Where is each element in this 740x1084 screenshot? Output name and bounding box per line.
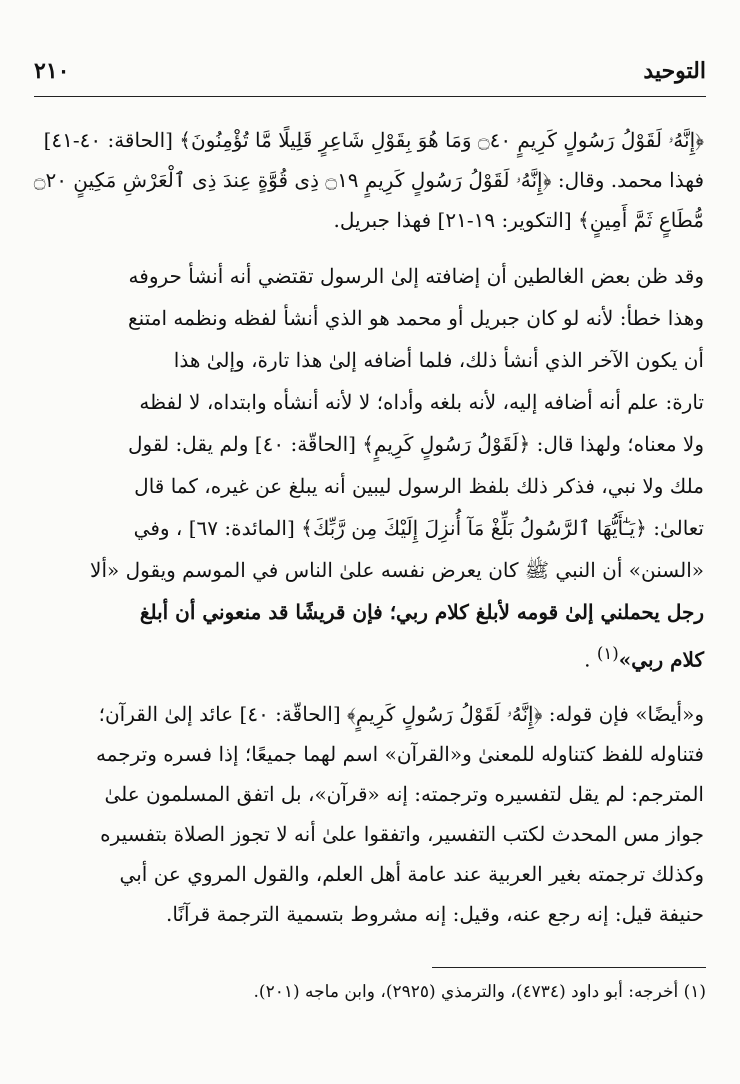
text-line: و«أيضًا» فإن قوله: ﴿إِنَّهُۥ لَقَوْلُ رَسُولٍ كَرِيمٍ﴾ [الحاقّة: ٤٠] عائد إلىٰ القرآن؛ bbox=[98, 702, 704, 726]
footnote-separator bbox=[432, 967, 706, 968]
page-number: ٢١٠ bbox=[34, 58, 70, 84]
header-rule bbox=[34, 96, 706, 97]
text-line: وكذلك ترجمته بغير العربية عند عامة أهل العلم، والقول المروي عن أبي bbox=[119, 862, 704, 886]
text-line: تارة: علم أنه أضافه إليه، لأنه بلغه وأداه؛ لا لأنه أنشأه وابتداه، لا لفظه bbox=[139, 390, 704, 414]
text-line: جواز مس المحدث لكتب التفسير، واتفقوا علىٰ أنه لا تجوز الصلاة بتفسيره bbox=[100, 822, 704, 846]
footnote: (١) أخرجه: أبو داود (٤٧٣٤)، والترمذي (٢٩٢٥)، وابن ماجه (٢٠١). bbox=[253, 982, 706, 1002]
text-line: «السنن» أن النبي ﷺ كان يعرض نفسه علىٰ الناس في الموسم ويقول «ألا bbox=[90, 558, 704, 582]
page-header bbox=[34, 58, 706, 92]
running-title: التوحيد bbox=[643, 58, 706, 84]
paragraph-quran-citation bbox=[33, 120, 704, 240]
text-line: ﴿إِنَّهُۥ لَقَوْلُ رَسُولٍ كَرِيمٍ ۝٤٠ وَمَا هُوَ بِقَوْلِ شَاعِرٍ قَلِيلًا مَّا تُؤْمِنُونَ﴾ [الحاقة: ٤٠-٤١] bbox=[43, 128, 704, 152]
sentence-period: . bbox=[584, 647, 597, 672]
text-line: المترجم: لم يقل لتفسيره وترجمته: إنه «قرآن»، بل اتفق المسلمون علىٰ bbox=[104, 782, 704, 806]
text-line: فتناوله للفظ كتناوله للمعنىٰ و«القرآن» اسم لهما جميعًا؛ إذا فسره وترجمه bbox=[95, 742, 704, 766]
footnote-marker: (١) bbox=[596, 644, 619, 663]
text-line: حنيفة قيل: إنه رجع عنه، وقيل: إنه مشروط بتسمية الترجمة قرآنًا. bbox=[165, 902, 704, 926]
hadith-quote-end: كلام ربي» bbox=[618, 647, 704, 672]
text-line: وهذا خطأ: لأنه لو كان جبريل أو محمد هو الذي أنشأ لفظه ونظمه امتنع bbox=[128, 306, 704, 330]
paragraph-translation bbox=[54, 694, 704, 934]
hadith-quote-end-line bbox=[54, 634, 704, 676]
paragraph-attribution bbox=[54, 256, 704, 676]
text-line: وقد ظن بعض الغالطين أن إضافته إلىٰ الرسول تقتضي أنه أنشأ حروفه bbox=[128, 264, 704, 288]
text-line: مُّطَاعٍ ثَمَّ أَمِينٍ﴾ [التكوير: ١٩-٢١] فهذا جبريل. bbox=[333, 208, 704, 232]
text-line: تعالىٰ: ﴿يَـٰٓأَيُّهَا ٱلرَّسُولُ بَلِّغْ مَآ أُنزِلَ إِلَيْكَ مِن رَّبِّكَ﴾ [المائدة: ٦٧] ، وفي bbox=[133, 516, 704, 540]
hadith-quote-line: رجل يحملني إلىٰ قومه لأبلغ كلام ربي؛ فإن قريشًا قد منعوني أن أبلغ bbox=[139, 600, 704, 624]
text-line: ولا معناه؛ ولهذا قال: ﴿لَقَوْلُ رَسُولٍ كَرِيمٍ﴾ [الحاقّة: ٤٠] ولم يقل: لقول bbox=[128, 432, 704, 456]
text-line: أن يكون الآخر الذي أنشأ ذلك، فلما أضافه إلىٰ هذا تارة، وإلىٰ هذا bbox=[173, 348, 704, 372]
text-line: ملك ولا نبي، فذكر ذلك بلفظ الرسول ليبين أنه يبلغ عن غيره، كما قال bbox=[134, 474, 704, 498]
text-line: فهذا محمد. وقال: ﴿إِنَّهُۥ لَقَوْلُ رَسُولٍ كَرِيمٍ ۝١٩ ذِى قُوَّةٍ عِندَ ذِى ٱلْعَرْشِ مَكِينٍ ۝٢٠ bbox=[33, 168, 704, 192]
